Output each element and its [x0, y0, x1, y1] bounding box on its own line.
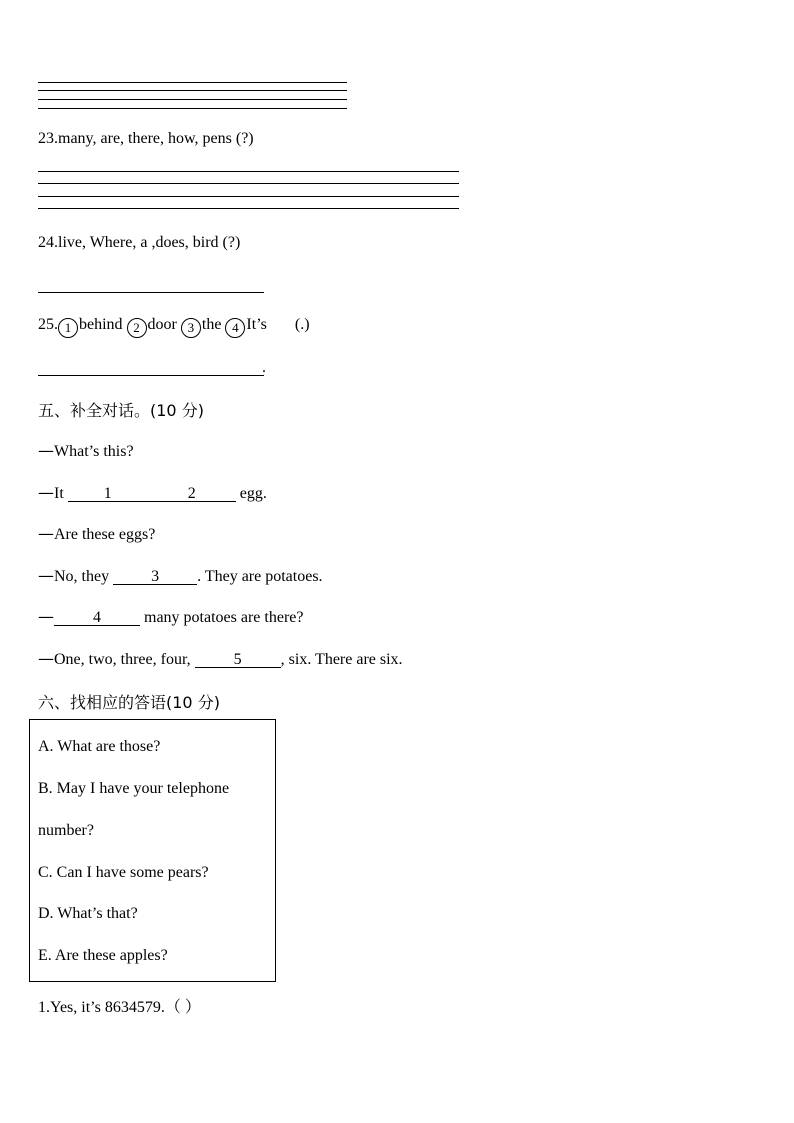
circled-number: 2 [127, 318, 147, 338]
blank-2[interactable] [148, 486, 236, 502]
dialogue-line [38, 483, 267, 503]
dialogue-text: One, two, three, four, [54, 651, 195, 668]
question-24: 24.live, Where, a ,does, bird (?) [38, 234, 241, 251]
answer-line [38, 183, 459, 184]
option-b: B. May I have your telephone [38, 780, 230, 797]
dialogue-line [38, 607, 303, 627]
dialogue-line [38, 649, 403, 669]
dialogue-line [38, 566, 323, 586]
dialogue-text: egg. [235, 485, 267, 502]
blank-number: 2 [187, 485, 196, 502]
dash: — [38, 649, 54, 668]
dash: — [38, 441, 54, 460]
blank-number: 1 [103, 485, 112, 502]
match-question-text: 1.Yes, it’s 8634579. [38, 999, 165, 1016]
blank-3[interactable] [113, 569, 197, 585]
dialogue-text: What’s this? [54, 443, 134, 460]
blank-4[interactable] [54, 610, 140, 626]
dialogue-line [38, 441, 134, 461]
option-c: C. Can I have some pears? [38, 864, 209, 881]
word-option: door [147, 316, 177, 333]
end-punctuation: (.) [294, 316, 310, 333]
dash: — [38, 524, 54, 543]
answer-line [38, 82, 347, 83]
dash: — [38, 566, 54, 585]
question-25 [38, 316, 310, 338]
options-box [29, 719, 276, 982]
blank-5[interactable] [195, 652, 281, 668]
option-a: A. What are those? [38, 738, 161, 755]
question-number: 25. [38, 316, 58, 333]
answer-line [38, 208, 459, 209]
answer-parentheses[interactable]: （ ） [164, 999, 201, 1016]
word-option: the [201, 316, 222, 333]
dash: — [38, 483, 54, 502]
dialogue-text: . They are potatoes. [197, 568, 323, 585]
answer-line [38, 90, 347, 91]
answer-line [38, 292, 264, 293]
blank-number: 4 [93, 609, 101, 626]
answer-line [38, 171, 459, 172]
word-option: behind [79, 316, 123, 333]
dialogue-text: many potatoes are there? [140, 609, 304, 626]
dialogue-text: Are these eggs? [54, 526, 156, 543]
word-option: It’s [246, 316, 267, 333]
option-e: E. Are these apples? [38, 947, 168, 964]
circled-number: 3 [181, 318, 201, 338]
dash: — [38, 607, 54, 626]
option-b-continued: number? [38, 822, 94, 839]
dialogue-text: No, they [54, 568, 114, 585]
answer-line [38, 99, 347, 100]
dialogue-text: , six. There are six. [280, 651, 403, 668]
blank-number: 3 [151, 568, 160, 585]
circled-number: 1 [58, 318, 78, 338]
circled-number: 4 [225, 318, 245, 338]
answer-line [38, 108, 347, 109]
question-23: 23.many, are, there, how, pens (?) [38, 130, 254, 147]
section-5-title: 五、补全对话。(10 分) [38, 401, 204, 420]
answer-end-period: . [262, 359, 266, 376]
match-question-1 [38, 994, 201, 1017]
dialogue-line [38, 524, 155, 544]
answer-line [38, 375, 264, 376]
section-6-title: 六、找相应的答语(10 分) [38, 693, 220, 712]
blank-number: 5 [233, 651, 242, 668]
blank-1[interactable] [68, 486, 148, 502]
dialogue-text: It [54, 485, 68, 502]
option-d: D. What’s that? [38, 905, 138, 922]
answer-line [38, 196, 459, 197]
